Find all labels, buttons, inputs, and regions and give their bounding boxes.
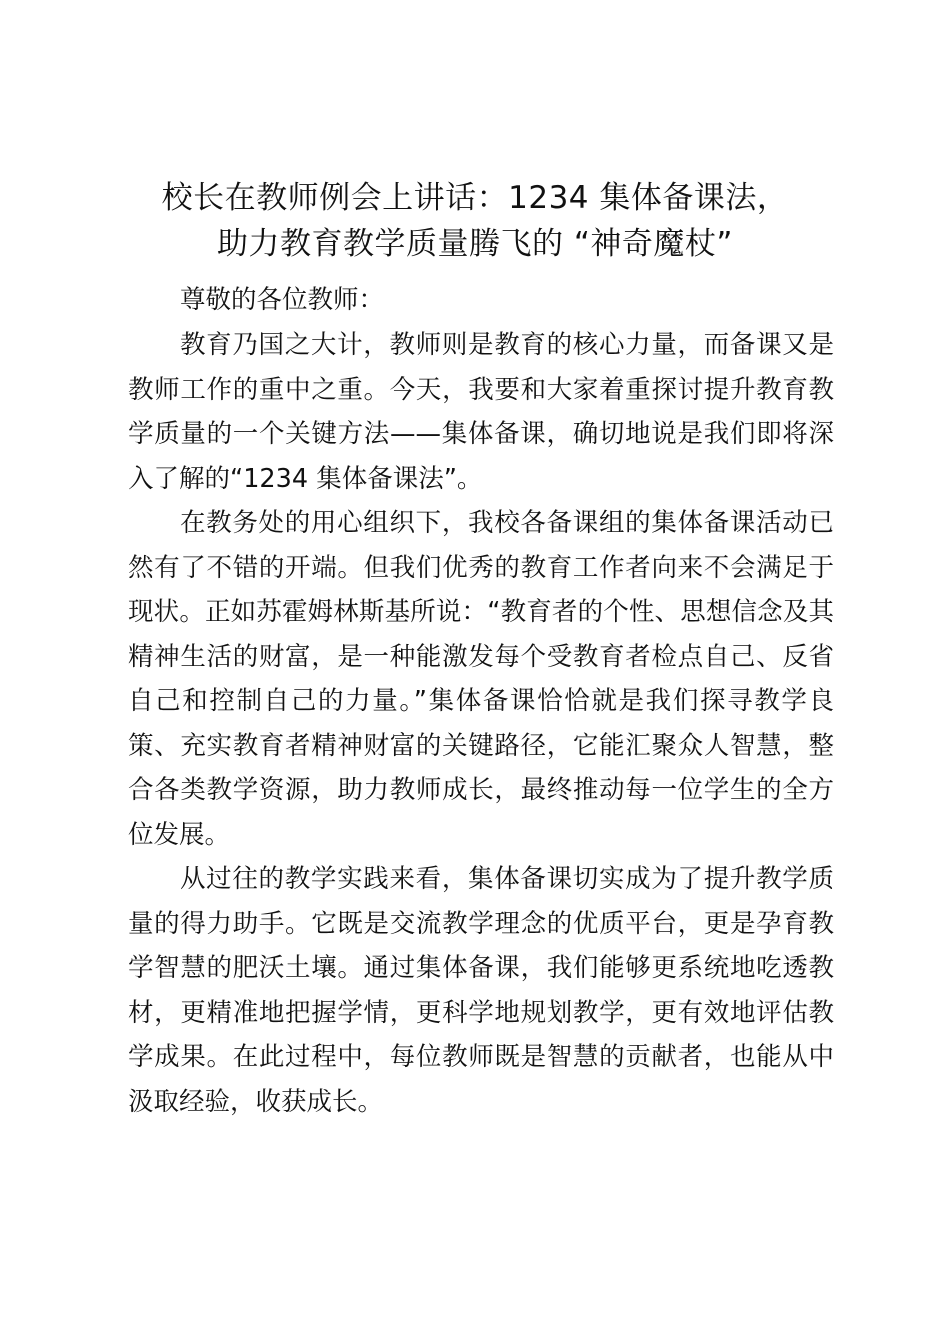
document-title-line-2: 助力教育教学质量腾飞的 “神奇魔杖” [217, 226, 733, 262]
paragraph-3: 从过往的教学实践来看，集体备课切实成为了提升教学质量的得力助手。它既是交流教学理念的优质平台，更是孕育教学智慧的肥沃土壤。通过集体备课，我们能够更系统地吃透教材，更精准地把握学情，更科学地规划教学，更有效地评估教学成果。在此过程中，每位教师既是智慧的贡献者，也能从中汲取经验，收获成长。 [128, 864, 834, 1117]
paragraph-1: 教育乃国之大计，教师则是教育的核心力量，而备课又是教师工作的重中之重。今天，我要和大家着重探讨提升教育教学质量的一个关键方法——集体备课，确切地说是我们即将深入了解的“1234 集体备课法”。 [128, 330, 834, 494]
document-title-line-1: 校长在教师例会上讲话：1234 集体备课法， [161, 180, 789, 216]
paragraph-2: 在教务处的用心组织下，我校各备课组的集体备课活动已然有了不错的开端。但我们优秀的教育工作者向来不会满足于现状。正如苏霍姆林斯基所说：“教育者的个性、思想信念及其精神生活的财富，是一种能激发每个受教育者检点自己、反省自己和控制自己的力量。”集体备课恰恰就是我们探寻教学良策、充实教育者精神财富的关键路径，它能汇聚众人智慧，整合各类教学资源，助力教师成长，最终推动每一位学生的全方位发展。 [128, 508, 834, 850]
salutation: 尊敬的各位教师： [180, 285, 385, 315]
